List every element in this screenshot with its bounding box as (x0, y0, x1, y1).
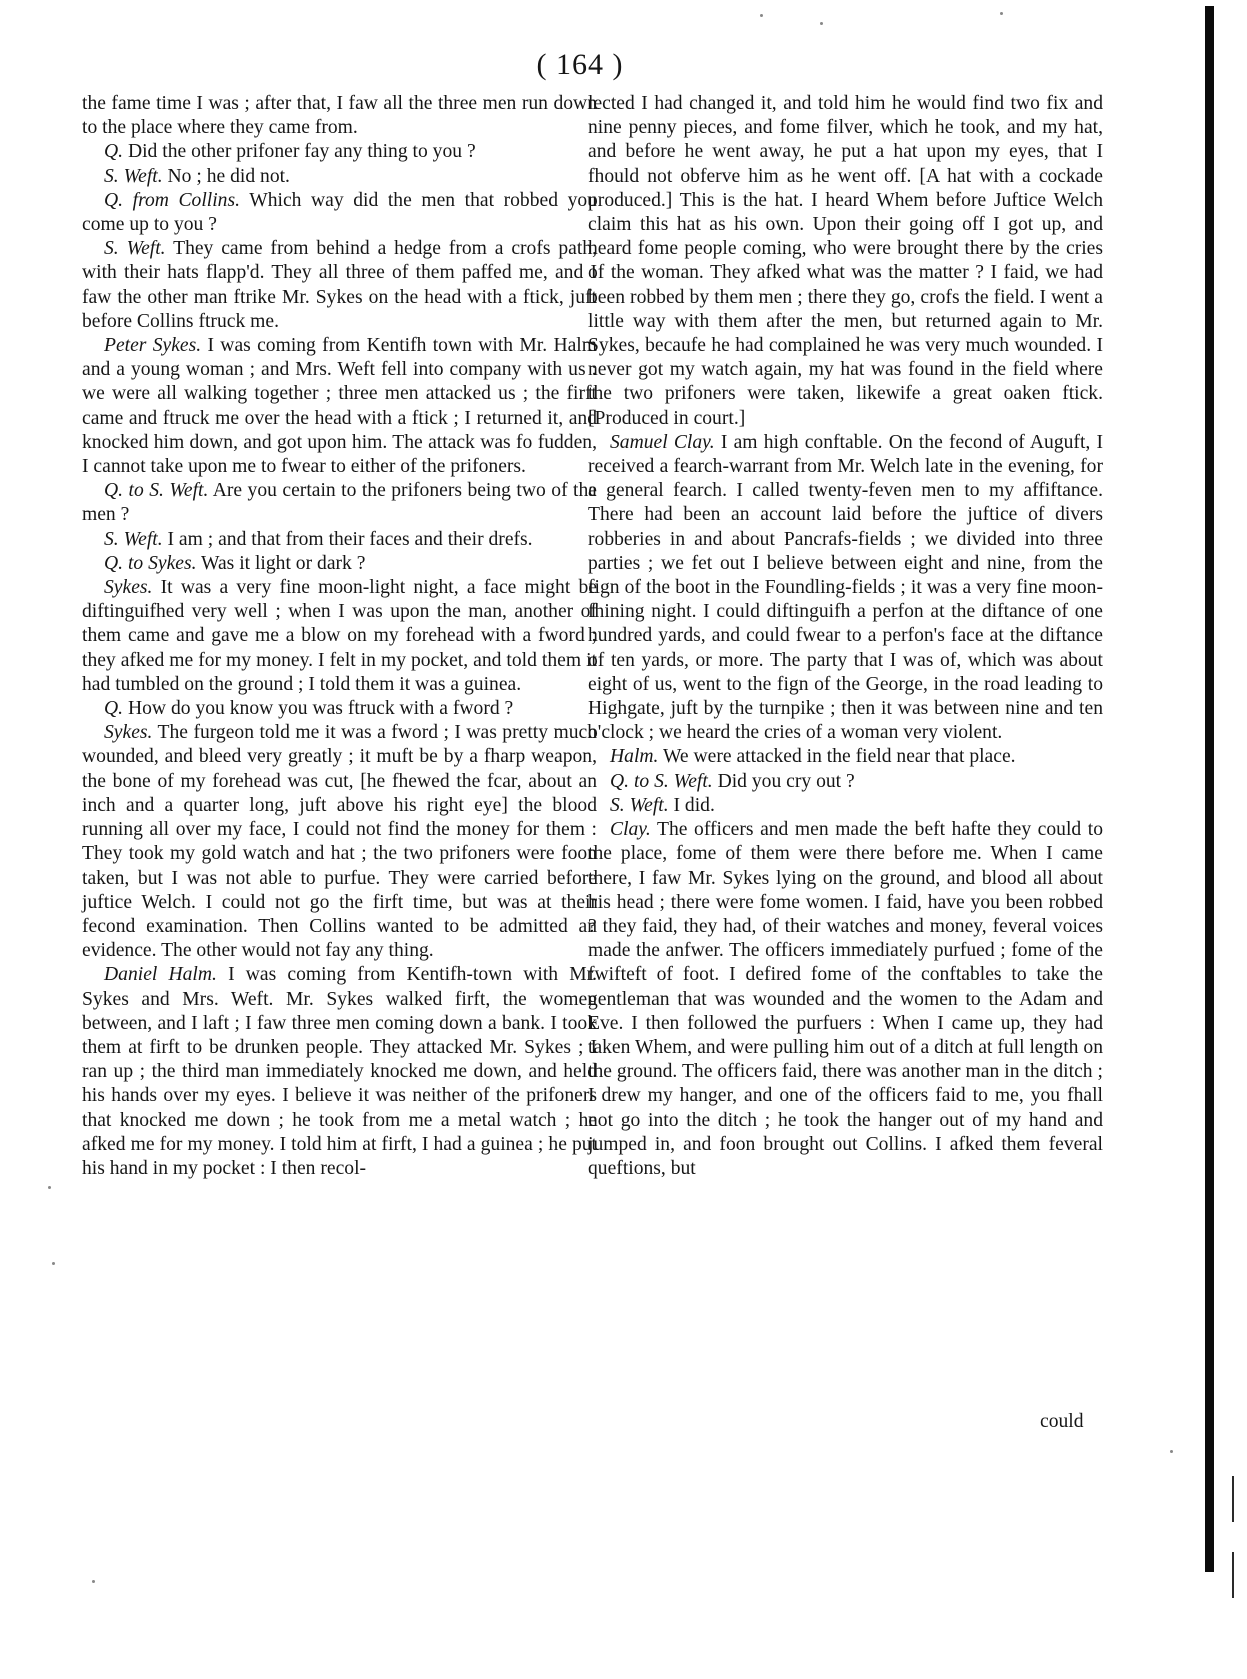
paragraph-text: How do you know you was ftruck with a fword ? (123, 698, 514, 720)
paragraph (82, 479, 597, 527)
paragraph-text: the fame time I was ; after that, I faw all the three men run down to the place where they came from. (82, 93, 597, 139)
page-number: ( 164 ) (536, 48, 624, 81)
scan-edge-shadow (1205, 6, 1214, 1572)
paragraph (82, 165, 597, 189)
speaker-label: Q. (104, 141, 124, 163)
right-column (588, 92, 1103, 1181)
paragraph-text: We were attacked in the field near that place. (658, 746, 1016, 768)
speaker-label: Halm. (610, 746, 659, 768)
paragraph (82, 528, 597, 552)
scan-edge-mark (1232, 1552, 1234, 1598)
paragraph (82, 552, 597, 576)
paragraph-text: Was it light or dark ? (196, 552, 366, 574)
speaker-label: S. Weft. (610, 794, 669, 816)
paragraph (588, 92, 1103, 431)
paragraph-text: I am ; and that from their faces and their drefs. (162, 528, 533, 550)
scan-speck (760, 14, 763, 17)
paragraph-text: Are you certain to the prifoners being two of the men ? (82, 480, 597, 526)
speaker-label: S. Weft. (104, 165, 163, 187)
paragraph (588, 794, 1103, 818)
speaker-label: S. Weft. (104, 238, 166, 260)
scan-speck (1170, 1450, 1173, 1453)
speaker-label: Peter Sykes. (104, 335, 202, 357)
paragraph (588, 431, 1103, 746)
speaker-label: Sykes. (104, 577, 153, 599)
speaker-label: S. Weft. (104, 528, 163, 550)
paragraph-text: I am high conftable. On the fecond of Auguft, I received a fearch-warrant from Mr. Welch late in the evening, for a general fearch. I called twenty-feven men to my affiftance. There had been an account laid before the juftice of divers robberies in and about Pancrafs-fields ; we divided into three parties ; we fet out I believe between eight and nine, from the fign of the boot in the Foundling-fields ; it was a very fine moon-fhining night. I could diftinguifh a perfon at the diftance of one hundred yards, and could fwear to a perfon's face at the diftance of ten yards, or more. The party that I was of, which was about eight of us, went to the fign of the George, in the road leading to Highgate, juft by the turnpike ; then it was between nine and ten o'clock ; we heard the cries of a woman very violent. (588, 431, 1103, 744)
paragraph-text: Which way did the men that robbed you come up to you ? (82, 189, 597, 236)
paragraph-text: No ; he did not. (162, 165, 290, 187)
speaker-label: Q. to S. Weft. (104, 480, 209, 502)
scan-speck (1000, 12, 1003, 15)
speaker-label: Clay. (610, 819, 651, 841)
paragraph (588, 818, 1103, 1181)
left-column (82, 92, 597, 1181)
paragraph (82, 189, 597, 237)
paragraph (82, 92, 597, 140)
speaker-label: Q. (104, 698, 124, 720)
scan-speck (52, 1262, 55, 1265)
catchword: could (1040, 1411, 1084, 1432)
paragraph-text: The officers and men made the beft hafte they could to the place, fome of them were there before me. When I came there, I faw Mr. Sykes lying on the ground, and blood all about his head ; there were fome women. I faid, have you been robbed ? they faid, they had, of their watches and money, feveral voices made the anfwer. The officers immediately purfued ; fome of the fwifteft of foot. I defired fome of the conftables to take the gentleman that was wounded and the women to the Adam and Eve. I then followed the purfuers : When I came up, they had taken Whem, and were pulling him out of a ditch at full length on the ground. The officers faid, there was another man in the ditch ; I drew my hanger, and one of the officers faid to me, you fhall not go into the ditch ; he took the hanger out of my hand and jumped in, and foon brought out Collins. I afked them feveral queftions, but (588, 819, 1103, 1179)
paragraph-text: They came from behind a hedge from a crofs path, with their hats flapp'd. They all three of them paffed me, and I faw the other man ftrike Mr. Sykes on the head with a ftick, juft before Collins ftruck me. (82, 238, 597, 332)
speaker-label: Samuel Clay. (610, 431, 715, 453)
scan-speck (92, 1580, 95, 1583)
speaker-label: Daniel Halm. (104, 964, 217, 986)
paragraph-text: I was coming from Kentifh town with Mr. Halm and a young woman ; and Mrs. Weft fell into company with us : we were all walking together ; three men attacked us ; the firft came and ftruck me over the head with a ftick ; I returned it, and knocked him down, and got upon him. The attack was fo fudden, I cannot take upon me to fwear to either of the prifoners. (82, 335, 597, 478)
speaker-label: Sykes. (104, 722, 153, 744)
paragraph (82, 576, 597, 697)
scan-speck (820, 22, 823, 25)
paragraph (588, 745, 1103, 769)
scan-speck (48, 1186, 51, 1189)
paragraph-text: Did the other prifoner fay any thing to you ? (123, 141, 476, 163)
paragraph-text: I was coming from Kentifh-town with Mr. Sykes and Mrs. Weft. Mr. Sykes walked firft, the women between, and I laft ; I faw three men coming down a bank. I took them at firft to be drunken people. They attacked Mr. Sykes ; I ran up ; the third man immediately knocked me down, and held his hands over my eyes. I believe it was neither of the prifoners that knocked me down ; he took from me a metal watch ; he afked me for my money. I told him at firft, I had a guinea ; he put his hand in my pocket : I then recol- (82, 964, 597, 1179)
paragraph-text: The furgeon told me it was a fword ; I was pretty much wounded, and bleed very greatly ; it muft be by a fharp weapon, the bone of my forehead was cut, [he fhewed the fcar, about an inch and a quarter long, juft above his right eye] the blood running all over my face, I could not find the money for them : They took my gold watch and hat ; the two prifoners were foon taken, but I was not able to purfue. They were carried before juftice Welch. I could not go the firft time, but was at their fecond examination. Then Collins wanted to be admitted an evidence. The other would not fay any thing. (82, 722, 597, 962)
speaker-label: Q. to S. Weft. (610, 770, 713, 792)
paragraph (82, 140, 597, 164)
scan-edge-mark (1232, 1476, 1234, 1522)
paragraph-text: I did. (668, 794, 715, 816)
paragraph (82, 721, 597, 963)
paragraph (588, 770, 1103, 794)
paragraph (82, 334, 597, 479)
paragraph (82, 697, 597, 721)
paragraph-text: It was a very fine moon-light night, a face might be diftinguifhed very well ; when I was upon the man, another of them came and gave me a blow on my forehead with a fword ; they afked me for my money. I felt in my pocket, and told them it had tumbled on the ground ; I told them it was a guinea. (82, 577, 597, 695)
paragraph-text: Did you cry out ? (712, 770, 855, 792)
paragraph (82, 237, 597, 334)
paragraph (82, 963, 597, 1181)
paragraph-text: lected I had changed it, and told him he would find two fix and nine penny pieces, and fome filver, which he took, and my hat, and before he went away, he put a hat upon my eyes, that I fhould not obferve him as he went off. [A hat with a cockade produced.] This is the hat. I heard Whem before Juftice Welch claim this hat as his own. Upon their going off I got up, and heard fome people coming, who were brought there by the cries of the woman. They afked what was the matter ? I faid, we had been robbed by them men ; there they go, crofs the field. I went a little way with them after the men, but returned again to Mr. Sykes, becaufe he had complained he was very much wounded. I never got my watch again, my hat was found in the field where the two prifoners were taken, likewife a great oaken ftick. [Produced in court.] (588, 93, 1103, 429)
speaker-label: Q. from Collins. (104, 189, 240, 211)
speaker-label: Q. to Sykes. (104, 552, 197, 574)
